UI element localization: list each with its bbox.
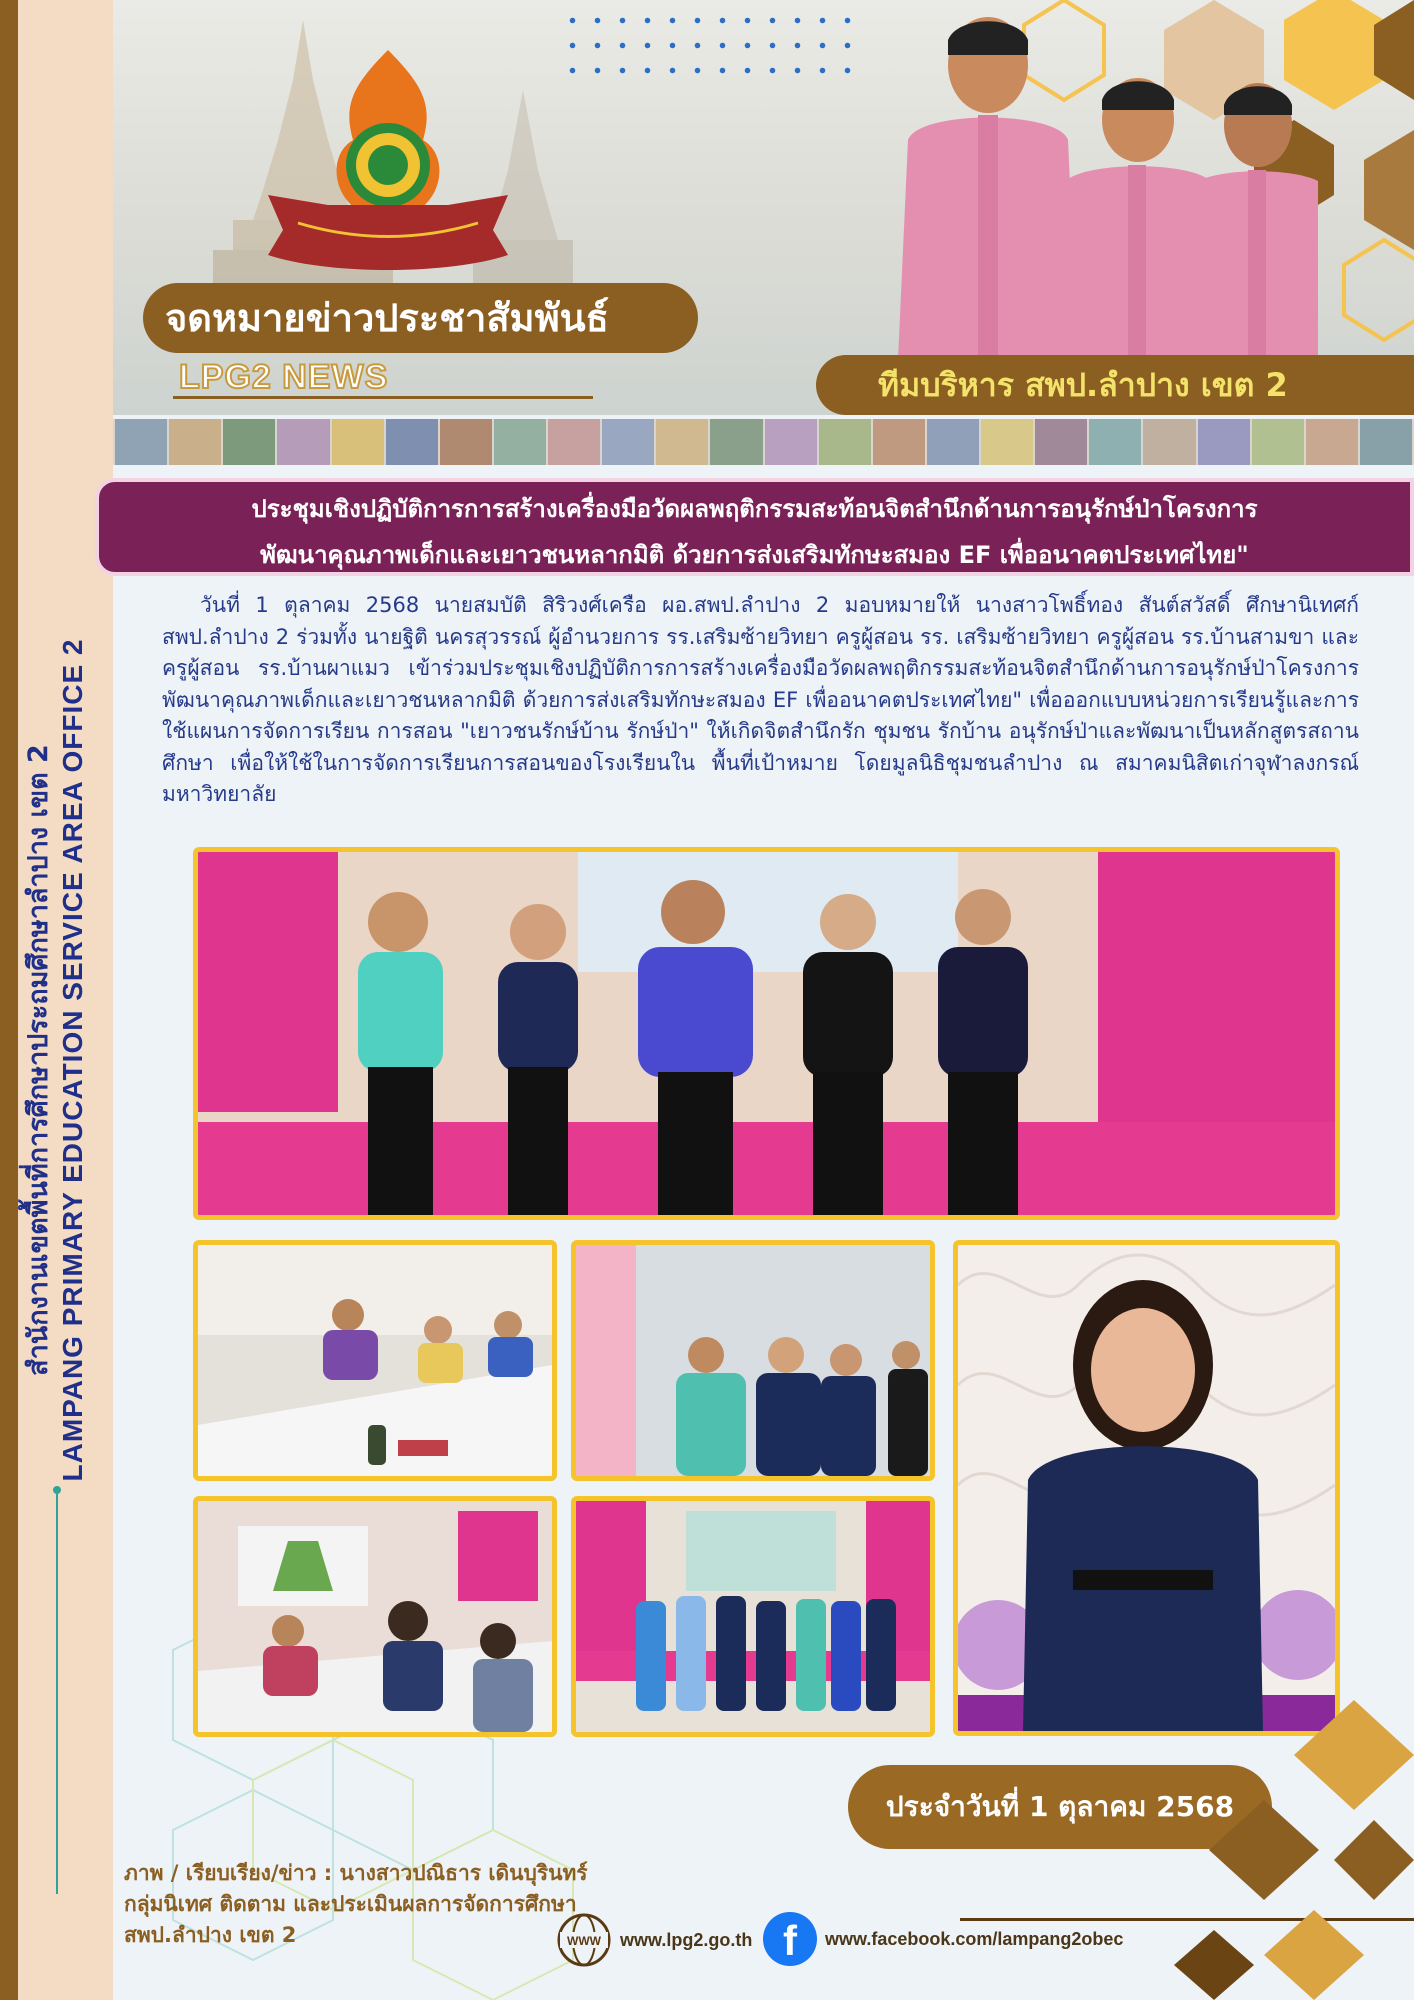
thumbnail (386, 419, 438, 465)
credits-line-1: ภาพ / เรียบเรียง/ข่าว : นางสาวปณิธาร เดินบุรินทร์ (124, 1861, 588, 1885)
side-title-english: LAMPANG PRIMARY EDUCATION SERVICE AREA OFFICE 2 (57, 638, 88, 1482)
diamond-decoration (1114, 1700, 1414, 2000)
thumbnail (981, 419, 1033, 465)
article-body: วันที่ 1 ตุลาคม 2568 นายสมบัติ สิริวงศ์เครือ ผอ.สพป.ลำปาง 2 มอบหมายให้ นางสาวโพธิ์ทอง สันต์สวัสดิ์ ศึกษานิเทศก์ สพป.ลำปาง 2 ร่วมทั้ง นายฐิติ นครสุวรรณ์ ผู้อำนวยการ รร.เสริมซ้ายวิทยา ครูผู้สอน รร. เสริมซ้ายวิทยา ครูผู้สอน รร.บ้านสามขา และ ครูผู้สอน รร.บ้านผาแมว เข้าร่วมประชุมเชิงปฏิบัติการการสร้างเครื่องมือวัดผลพฤติกรรมสะท้อนจิตสำนึกด้านการอนุรักษ์ป่าโครงการพัฒนาคุณภาพเด็กและเยาวชนหลากมิติ ด้วยการส่งเสริมทักษะสมอง EF เพื่ออนาคตประเทศไทย" เพื่อออกแบบหน่วยการเรียนรู้และการใช้แผนการจัดการเรียน การสอน "เยาวชนรักษ์บ้าน รักษ์ป่า" ให้เกิดจิตสำนึกรัก ชุมชน รักบ้าน อนุรักษ์ป่าและพัฒนาเป็นหลักสูตรสถานศึกษา เพื่อให้ใช้ในการจัดการเรียนการสอนของโรงเรียนใน พื้นที่เป้าหมาย โดยมูลนิธิชุมชนลำปาง ณ สมาคมนิสิตเก่าจุฬาลงกรณ์มหาวิทยาลัย (162, 593, 1359, 806)
credits-line-3: สพป.ลำปาง เขต 2 (124, 1923, 297, 1947)
facebook-icon: f (763, 1912, 817, 1966)
workshop-photo-2 (571, 1240, 935, 1481)
headline-line-2: พัฒนาคุณภาพเด็กและเยาวชนหลากมิติ ด้วยการส่งเสริมทักษะสมอง EF เพื่ออนาคตประเทศไทย" (260, 541, 1249, 569)
thumbnail (332, 419, 384, 465)
svg-text:WWW: WWW (567, 1934, 601, 1948)
newsletter-title: จดหมายข่าวประชาสัมพันธ์ (143, 283, 698, 353)
thumbnail (656, 419, 708, 465)
thumbnail (1089, 419, 1141, 465)
thumbnail (1198, 419, 1250, 465)
facebook-link[interactable] (763, 1912, 1123, 1966)
thumbnail (115, 419, 167, 465)
lpg2-news-logo-text: LPG2 NEWS (179, 358, 389, 396)
thumbnail (819, 419, 871, 465)
thumbnail (765, 419, 817, 465)
workshop-group-photo (571, 1496, 935, 1737)
facebook-url: www.facebook.com/lampang2obec (825, 1928, 1124, 1949)
globe-icon (556, 1912, 612, 1968)
dot-grid-decoration (560, 8, 860, 78)
thumbnail (873, 419, 925, 465)
thumbnail (223, 419, 275, 465)
headline-line-1: ประชุมเชิงปฏิบัติการการสร้างเครื่องมือวัดผลพฤติกรรมสะท้อนจิตสำนึกด้านการอนุรักษ์ป่าโครงการ (251, 495, 1258, 523)
thumbnail (602, 419, 654, 465)
main-group-photo (193, 847, 1340, 1220)
side-title-thai: สำนักงานเขตพื้นที่การศึกษาประถมศึกษาลำปาง เขต 2 (23, 744, 54, 1376)
workshop-photo-3 (193, 1496, 557, 1737)
issue-date-badge: ประจำวันที่ 1 ตุลาคม 2568 (848, 1765, 1272, 1849)
thumbnail (1252, 419, 1304, 465)
thumbnail (927, 419, 979, 465)
thumbnail (277, 419, 329, 465)
left-side-strip (0, 0, 113, 2000)
credits-line-2: กลุ่มนิเทศ ติดตาม และประเมินผลการจัดการศึกษา (124, 1892, 577, 1916)
thumbnail (1306, 419, 1358, 465)
thumbnail (548, 419, 600, 465)
thumbnail (169, 419, 221, 465)
thumbnail (494, 419, 546, 465)
thumbnail (1035, 419, 1087, 465)
teacher-portrait-photo (953, 1240, 1340, 1736)
headline-banner (95, 478, 1414, 576)
executive-team-photo (848, 10, 1318, 360)
timeline-line (56, 1494, 58, 1894)
left-brown-bar (0, 0, 18, 2000)
thumbnail (710, 419, 762, 465)
thumbnail (1360, 419, 1412, 465)
side-vertical-title (22, 639, 90, 1482)
agency-emblem-logo (258, 45, 518, 275)
website-url: www.lpg2.go.th (620, 1929, 753, 1950)
photo-thumbnail-strip (113, 419, 1414, 465)
timeline-dot (53, 1486, 61, 1494)
thumbnail (440, 419, 492, 465)
thumbnail (1143, 419, 1195, 465)
workshop-photo-1 (193, 1240, 557, 1481)
photo-credits (124, 1858, 588, 1951)
website-link[interactable] (556, 1912, 752, 1968)
executive-team-label: ทีมบริหาร สพป.ลำปาง เขต 2 (816, 355, 1414, 415)
header-banner (113, 0, 1414, 415)
lpg2-underline (173, 396, 593, 399)
